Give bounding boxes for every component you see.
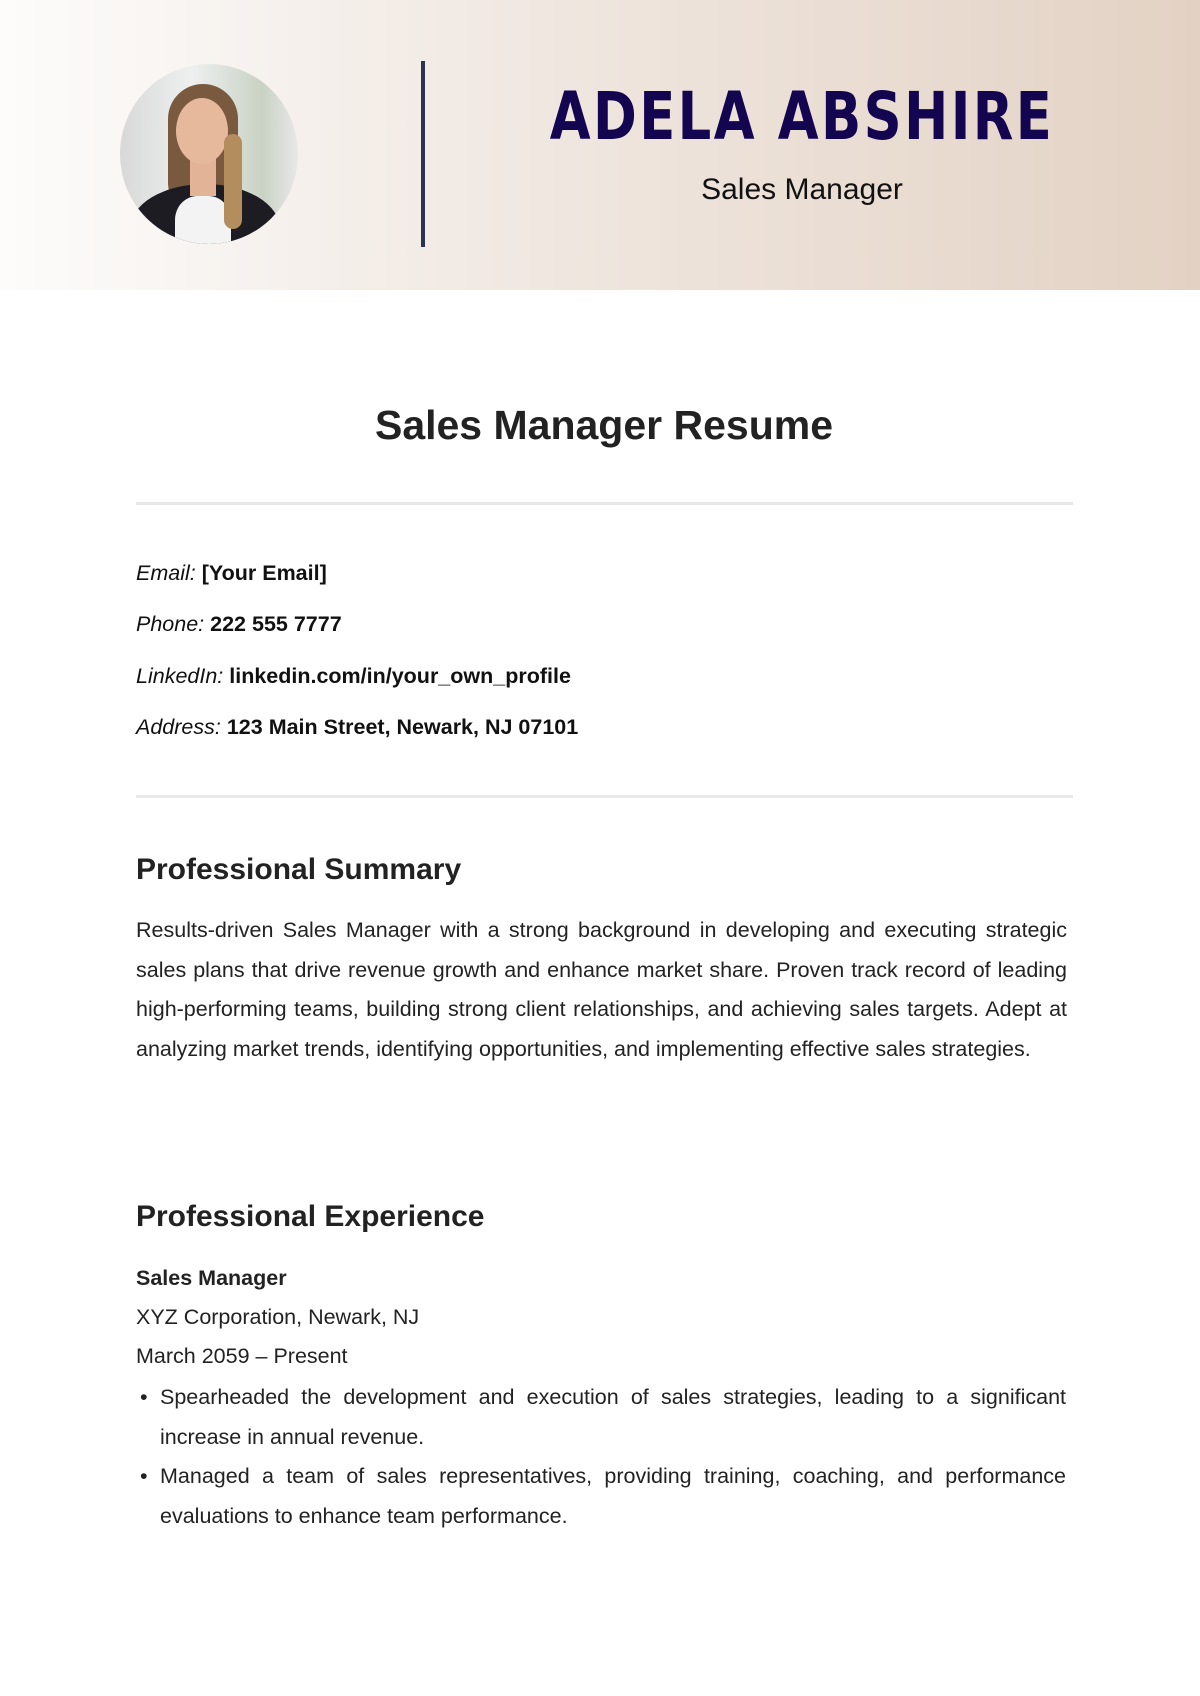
resume-header: [0, 0, 1200, 290]
contact-value: [Your Email]: [201, 561, 327, 585]
contact-address: [136, 715, 578, 740]
job-bullets: [136, 1378, 1066, 1536]
contact-email: [136, 561, 327, 586]
job-title: Sales Manager: [136, 1266, 287, 1290]
divider: [136, 502, 1073, 505]
document-title: Sales Manager Resume: [374, 402, 834, 448]
profile-photo: [120, 64, 298, 244]
summary-heading: Professional Summary: [136, 853, 462, 886]
contact-label: LinkedIn:: [136, 664, 224, 688]
contact-value: linkedin.com/in/your_own_profile: [229, 664, 571, 688]
candidate-role: Sales Manager: [701, 173, 903, 206]
contact-value: 222 555 7777: [210, 612, 342, 636]
contact-label: Email:: [136, 561, 196, 585]
contact-linkedin: [136, 664, 571, 689]
job-company: XYZ Corporation, Newark, NJ: [136, 1305, 420, 1329]
list-item: • Spearheaded the development and execution of sales strategies, leading to a significant increase in annual revenue.: [160, 1378, 1066, 1457]
candidate-name: ADELA ABSHIRE: [549, 78, 1055, 155]
header-divider: [421, 61, 425, 247]
list-item: • Managed a team of sales representatives, providing training, coaching, and performance evaluations to enhance team performance.: [160, 1457, 1066, 1536]
contact-value: 123 Main Street, Newark, NJ 07101: [226, 715, 579, 739]
experience-heading: Professional Experience: [136, 1200, 485, 1233]
contact-phone: [136, 612, 342, 637]
job-dates: March 2059 – Present: [136, 1344, 348, 1368]
divider: [136, 795, 1073, 798]
contact-label: Phone:: [136, 612, 205, 636]
summary-text: Results-driven Sales Manager with a strong background in developing and executing strategic sales plans that drive revenue growth and enhance market share. Proven track record of leading high-performing teams, building strong client relationships, and achieving sales targets. Adept at analyzing market trends, identifying opportunities, and implementing effective sales strategies.: [136, 918, 1067, 1061]
contact-label: Address:: [136, 715, 221, 739]
